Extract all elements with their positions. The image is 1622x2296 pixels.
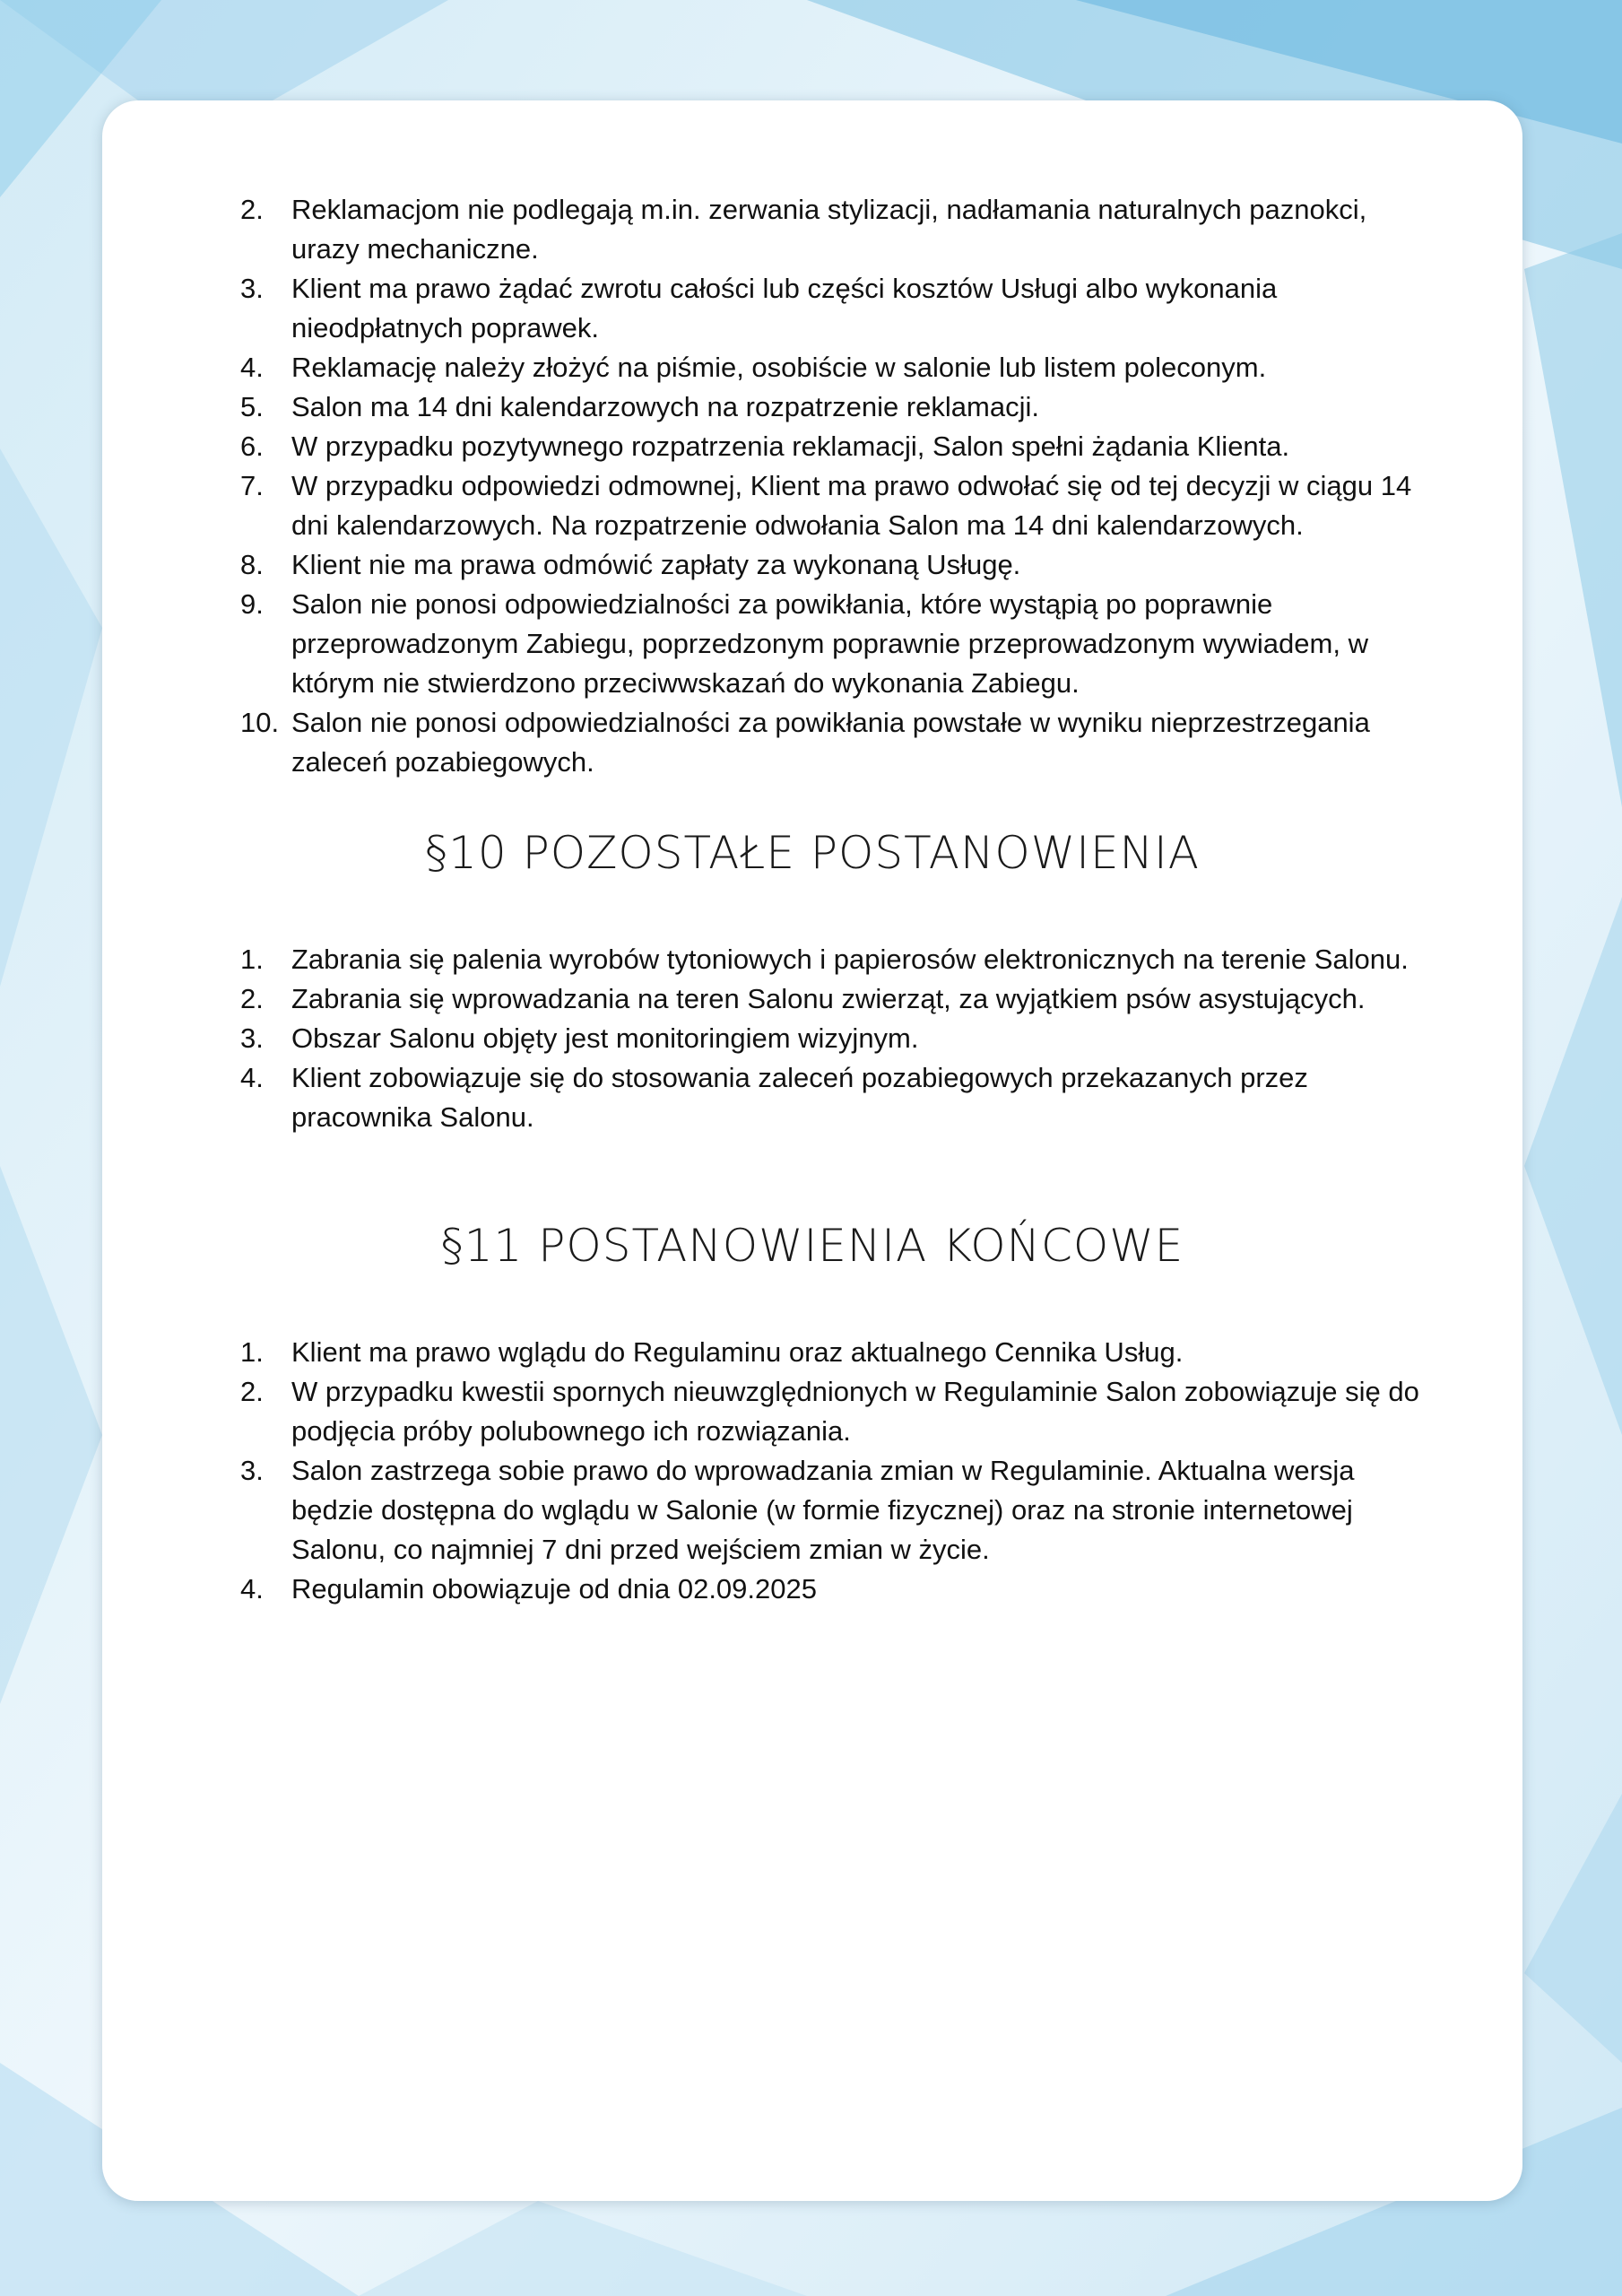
section9-list [102, 190, 1522, 782]
item-text: Klient ma prawo żądać zwrotu całości lub części kosztów Usługi albo wykonania nieodpłatnych poprawek. [291, 273, 1278, 344]
item-number: 6. [240, 430, 264, 462]
item-text: Zabrania się palenia wyrobów tytoniowych i papierosów elektronicznych na terenie Salonu. [291, 944, 1409, 975]
list-item [102, 466, 1522, 545]
list-item [102, 1058, 1522, 1137]
list-item [102, 348, 1522, 387]
list-item [102, 190, 1522, 269]
section11-list [102, 1333, 1522, 1609]
item-number: 7. [240, 470, 264, 501]
list-item [102, 1333, 1522, 1372]
list-item [102, 940, 1522, 979]
item-text: Klient zobowiązuje się do stosowania zaleceń pozabiegowych przekazanych przez pracownika Salonu. [291, 1062, 1308, 1133]
item-number: 2. [240, 983, 264, 1014]
section10-list [102, 940, 1522, 1137]
item-number: 4. [240, 1573, 264, 1605]
item-number: 3. [240, 1022, 264, 1054]
document-page [102, 100, 1522, 2201]
list-item [102, 585, 1522, 703]
item-number: 3. [240, 273, 264, 304]
list-item [102, 545, 1522, 585]
list-item [102, 1570, 1522, 1609]
item-text: Klient ma prawo wglądu do Regulaminu oraz aktualnego Cennika Usług. [291, 1336, 1184, 1368]
item-text: Reklamację należy złożyć na piśmie, osobiście w salonie lub listem poleconym. [291, 352, 1267, 383]
list-item [102, 1372, 1522, 1451]
item-number: 1. [240, 1336, 264, 1368]
item-number: 1. [240, 944, 264, 975]
section10-heading: §10 POZOSTAŁE POSTANOWIENIA [425, 827, 1200, 879]
item-text: Salon zastrzega sobie prawo do wprowadzania zmian w Regulaminie. Aktualna wersja będzie dostępna do wglądu w Salonie (w formie fizycznej) oraz na stronie internetowej Salonu, co najmniej 7 dni przed wejściem zmian w życie. [291, 1455, 1355, 1565]
list-item [102, 1451, 1522, 1570]
item-number: 2. [240, 1376, 264, 1407]
item-number: 10. [240, 707, 280, 738]
item-text: W przypadku kwestii spornych nieuwzględnionych w Regulaminie Salon zobowiązuje się do podjęcia próby polubownego ich rozwiązania. [291, 1376, 1419, 1447]
list-item [102, 703, 1522, 782]
item-number: 4. [240, 352, 264, 383]
list-item [102, 387, 1522, 427]
section11-heading: §11 POSTANOWIENIA KOŃCOWE [440, 1220, 1184, 1272]
item-number: 8. [240, 549, 264, 580]
item-number: 5. [240, 391, 264, 422]
list-item [102, 269, 1522, 348]
item-text: Obszar Salonu objęty jest monitoringiem wizyjnym. [291, 1022, 919, 1054]
list-item [102, 979, 1522, 1019]
item-text: W przypadku odpowiedzi odmownej, Klient ma prawo odwołać się od tej decyzji w ciągu 14 dni kalendarzowych. Na rozpatrzenie odwołania Salon ma 14 dni kalendarzowych. [291, 470, 1412, 541]
item-number: 9. [240, 588, 264, 620]
item-text: Regulamin obowiązuje od dnia 02.09.2025 [291, 1573, 817, 1605]
list-item [102, 1019, 1522, 1058]
item-text: Zabrania się wprowadzania na teren Salonu zwierząt, za wyjątkiem psów asystujących. [291, 983, 1366, 1014]
item-text: Salon nie ponosi odpowiedzialności za powikłania, które wystąpią po poprawnie przeprowadzonym Zabiegu, poprzedzonym poprawnie przeprowadzonym wywiadem, w którym nie stwierdzono przeciwwskazań do wykonania Zabiegu. [291, 588, 1368, 699]
item-text: Salon ma 14 dni kalendarzowych na rozpatrzenie reklamacji. [291, 391, 1039, 422]
item-number: 2. [240, 194, 264, 225]
item-number: 4. [240, 1062, 264, 1093]
item-number: 3. [240, 1455, 264, 1486]
item-text: W przypadku pozytywnego rozpatrzenia reklamacji, Salon spełni żądania Klienta. [291, 430, 1290, 462]
item-text: Klient nie ma prawa odmówić zapłaty za wykonaną Usługę. [291, 549, 1021, 580]
item-text: Reklamacjom nie podlegają m.in. zerwania stylizacji, nadłamania naturalnych paznokci, urazy mechaniczne. [291, 194, 1367, 265]
item-text: Salon nie ponosi odpowiedzialności za powikłania powstałe w wyniku nieprzestrzegania zaleceń pozabiegowych. [291, 707, 1370, 778]
list-item [102, 427, 1522, 466]
